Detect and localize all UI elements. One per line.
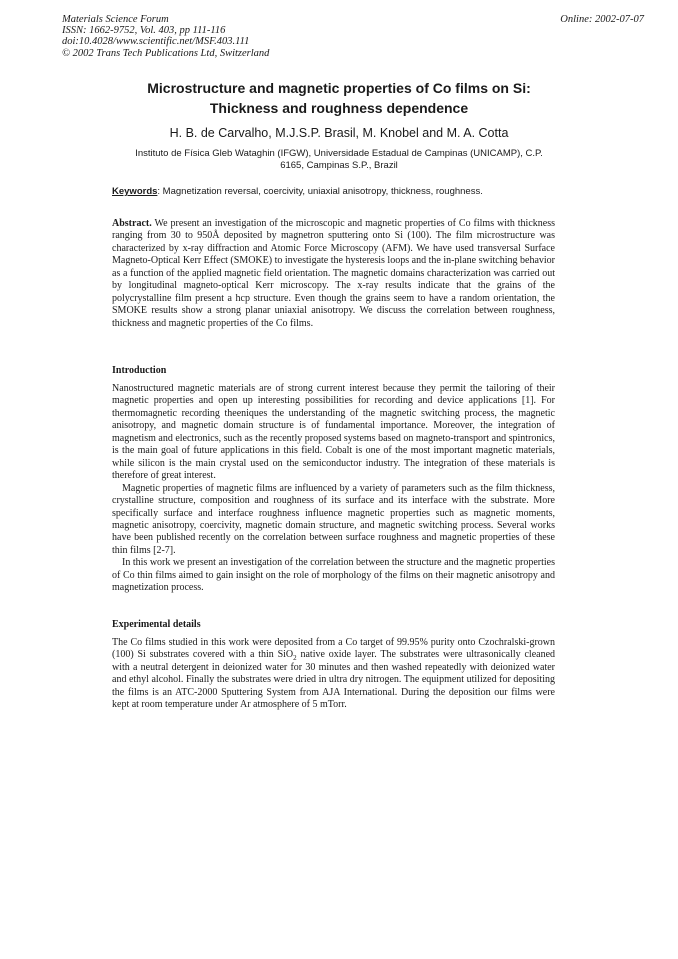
exp-text-before: The Co films studied in this work were deposited from a Co target of 99.95% purity onto Czochralski-grown (100) Si substrates covered with a thin SiO <box>112 637 555 661</box>
experimental-paragraph-1 <box>112 637 555 712</box>
title-line-2: Thickness and roughness dependence <box>209 99 469 116</box>
abstract-label: Abstract. <box>112 218 152 229</box>
keywords-text: : Magnetization reversal, coercivity, uniaxial anisotropy, thickness, roughness. <box>157 186 483 197</box>
affiliation-line-1: Instituto de Física Gleb Wataghin (IFGW), Universidade Estadual de Campinas (UNICAMP), C.P. <box>135 148 543 159</box>
experimental-heading: Experimental details <box>112 619 201 630</box>
online-date: Online: 2002-07-07 <box>560 14 644 25</box>
issn-line: ISSN: 1662-9752, Vol. 403, pp 111-116 <box>62 25 226 37</box>
abstract <box>112 218 555 330</box>
title-line-1: Microstructure and magnetic properties of Co films on Si: <box>147 80 531 96</box>
copyright-line: © 2002 Trans Tech Publications Ltd, Switzerland <box>62 47 270 59</box>
keywords <box>112 186 632 198</box>
abstract-text: We present an investigation of the microscopic and magnetic properties of Co films with thickness ranging from 30 to 950Å deposited by magnetron sputtering onto Si (100). The film microstructure was characterized by x-ray diffraction and Atomic Force Microscopy (AFM). We have used transversal Surface Magneto-Optical Kerr Effect (SMOKE) to investigate the hysteresis loops and the in-plane switching behavior as a function of the applied magnetic field orientation. The magnetic domains characterization was carried out by longitudinal magneto-optical Kerr microscopy. The x-ray results indicate that the grains of the polycrystalline film present a hcp structure. Even though the grains seem to have a random orientation, the SMOKE results show a strong planar uniaxial anisotropy. We discuss the correlation between roughness, thickness and magnetic properties of the Co films. <box>112 218 555 329</box>
intro-paragraph-1: Nanostructured magnetic materials are of strong current interest because they permit the tailoring of their magnetic properties and open up interesting possibilities for recording and device applications [1]. For thermomagnetic recording theeniques the understanding of the magnetic switching process, the magnetic anisotropy, and magnetic domain structure is of fundamental importance. Moreover, the integration of magnetism and electronics, such as the recently proposed systems based on magneto-transport and spintronics, is the main goal of future applications in this field. Cobalt is one of the most important magnetic materials, while silicon is the main crystal used on the semiconductor industry. The integration of these materials is therefore of great interest. <box>112 383 555 482</box>
experimental-section <box>112 637 555 712</box>
doi-line: doi:10.4028/www.scientific.net/MSF.403.111 <box>62 36 250 48</box>
affiliation-line-2: 6165, Campinas S.P., Brazil <box>280 160 398 171</box>
authors: H. B. de Carvalho, M.J.S.P. Brasil, M. Knobel and M. A. Cotta <box>169 126 509 140</box>
affiliation <box>110 148 568 172</box>
introduction-heading: Introduction <box>112 365 167 376</box>
journal-header <box>62 14 269 59</box>
exp-subscript: 2 <box>293 654 297 663</box>
journal-name: Materials Science Forum <box>62 14 169 25</box>
intro-paragraph-2: Magnetic properties of magnetic films are influenced by a variety of parameters such as the film thickness, crystalline structure, composition and roughness of its surface and its interface with the substrate. More specifically surface and interface roughness influence magnetic properties such as magnetic moments, magnetic anisotropy, coercivity, magnetic domain structure, and magnetic switching process. Several works have been published recently on the correlation between surface roughness and magnetic properties of these thin films [2-7]. <box>112 482 555 556</box>
intro-paragraph-3: In this work we present an investigation of the correlation between the structure and the magnetic properties of Co thin films aimed to gain insight on the role of morphology of the films on their magnetic anisotropy and magnetization process. <box>112 557 555 594</box>
exp-text-after: native oxide layer. The substrates were ultrasonically cleaned with a neutral detergent in deionized water for 30 minutes and then washed repeatedly with deionized water and ethyl alcohol. Finally the substrates were dried in ultra dry nitrogen. The equipment utilized for depositing the films is an ATC-2000 Sputtering System from AJA International. During the deposition our films were kept at room temperature under Ar atmosphere of 5 mTorr. <box>112 649 556 711</box>
keywords-label: Keywords <box>112 186 158 197</box>
introduction-section <box>112 383 555 595</box>
paper-title <box>60 79 618 118</box>
